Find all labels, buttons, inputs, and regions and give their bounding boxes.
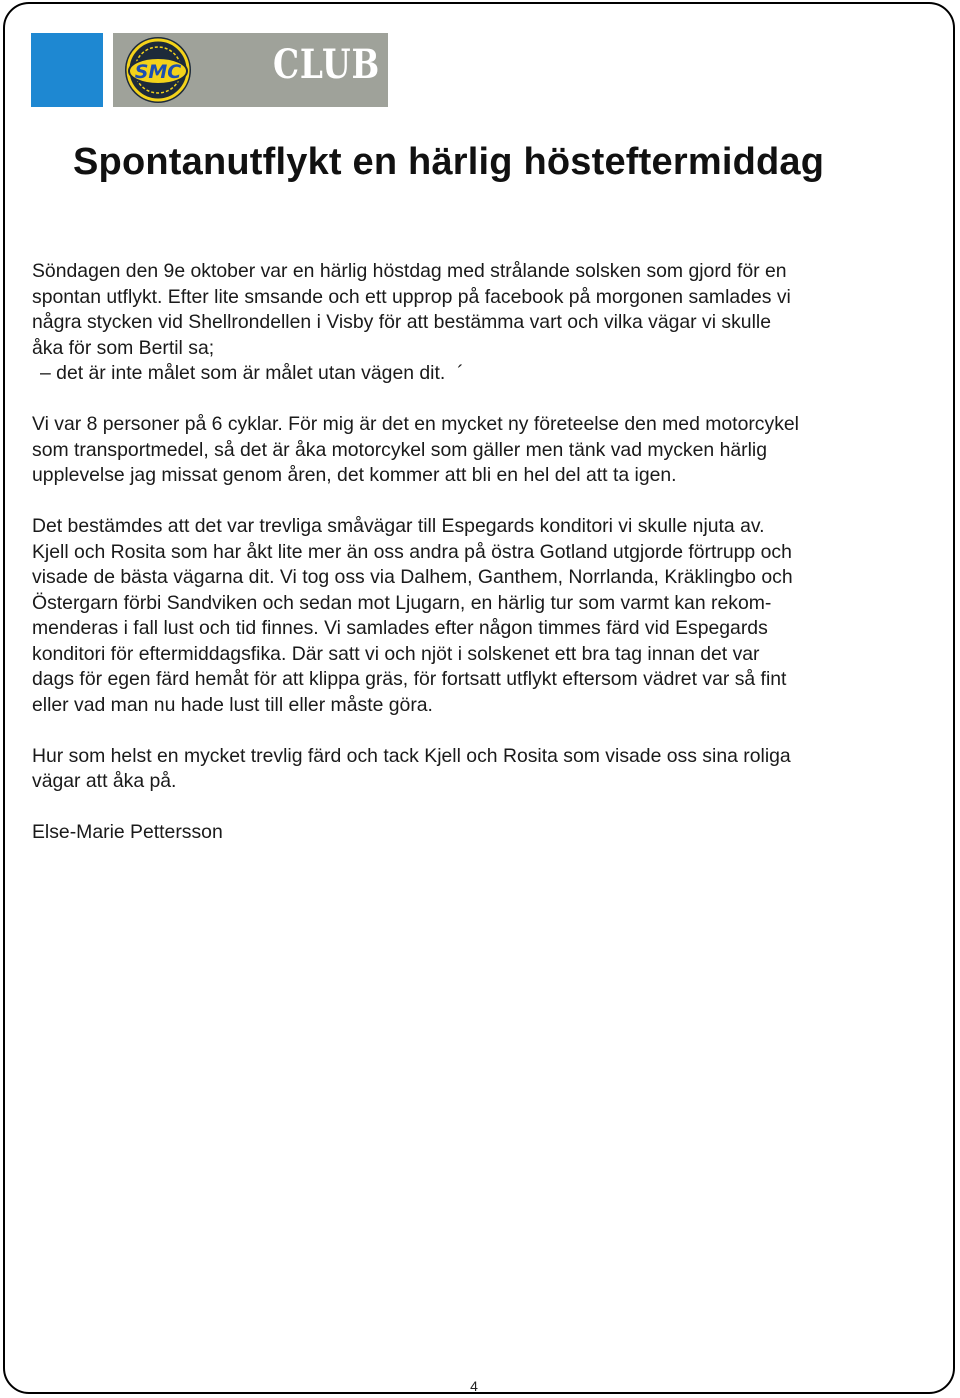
quote-line [32, 361, 922, 387]
text-line: menderas i fall lust och tid finnes. Vi samlades efter någon timmes färd vid Espegards [32, 617, 768, 639]
author-signature: Else-Marie Pettersson [32, 821, 223, 843]
logo-grey-banner [113, 33, 388, 107]
text-line: åka för som Bertil sa; [32, 336, 215, 359]
logo-club-text: CLUB [273, 41, 380, 88]
text-line: Östergarn förbi Sandviken och sedan mot Ljugarn, en härlig tur som varmt kan rekom- [32, 591, 772, 614]
logo-emblem-text: SMC [134, 61, 182, 83]
logo-blue-block [31, 33, 103, 107]
text-line: upplevelse jag missat genom åren, det kommer att bli en hel del att ta igen. [32, 464, 677, 486]
text-line: vägar att åka på. [32, 770, 177, 792]
text-line: Söndagen den 9e oktober var en härlig höstdag med strålande solsken som gjord för en [32, 260, 787, 282]
page-number: 4 [470, 1378, 478, 1394]
article-body [32, 259, 922, 846]
text-line: som transportmedel, så det är åka motorcykel som gäller men tänk vad mycken härlig [32, 438, 767, 461]
text-line: eller vad man nu hade lust till eller måste göra. [32, 693, 433, 716]
text-line: Vi var 8 personer på 6 cyklar. För mig är det en mycket ny företeelse den med motorcykel [32, 413, 799, 435]
quote-text: – det är inte målet som är målet utan vägen dit. [40, 362, 446, 384]
text-line: några stycken vid Shellrondellen i Visby för att bestämma vart och vilka vägar vi skulle [32, 311, 771, 333]
text-line: visade de bästa vägarna dit. Vi tog oss via Dalhem, Ganthem, Norrlanda, Kräklingbo och [32, 566, 793, 588]
text-line: dags för egen färd hemåt för att klippa gräs, för fortsatt utflykt eftersom vädret var så fint [32, 668, 787, 690]
text-line: Kjell och Rosita som har åkt lite mer än oss andra på östra Gotland utgjorde förtrupp och [32, 540, 792, 563]
smc-emblem-icon [122, 35, 194, 105]
text-line: Det bestämdes att det var trevliga småvägar till Espegards konditori vi skulle njuta av. [32, 515, 765, 537]
text-line: konditori för eftermiddagsfika. Där satt vi och njöt i solskenet ett bra tag innan det var [32, 642, 760, 665]
article-title: Spontanutflykt en härlig hösteftermiddag [73, 141, 825, 183]
stray-mark: ´ [457, 362, 464, 384]
text-line: spontan utflykt. Efter lite smsande och ett upprop på facebook på morgonen samlades vi [32, 285, 791, 308]
text-line: Hur som helst en mycket trevlig färd och tack Kjell och Rosita som visade oss sina roliga [32, 744, 791, 767]
